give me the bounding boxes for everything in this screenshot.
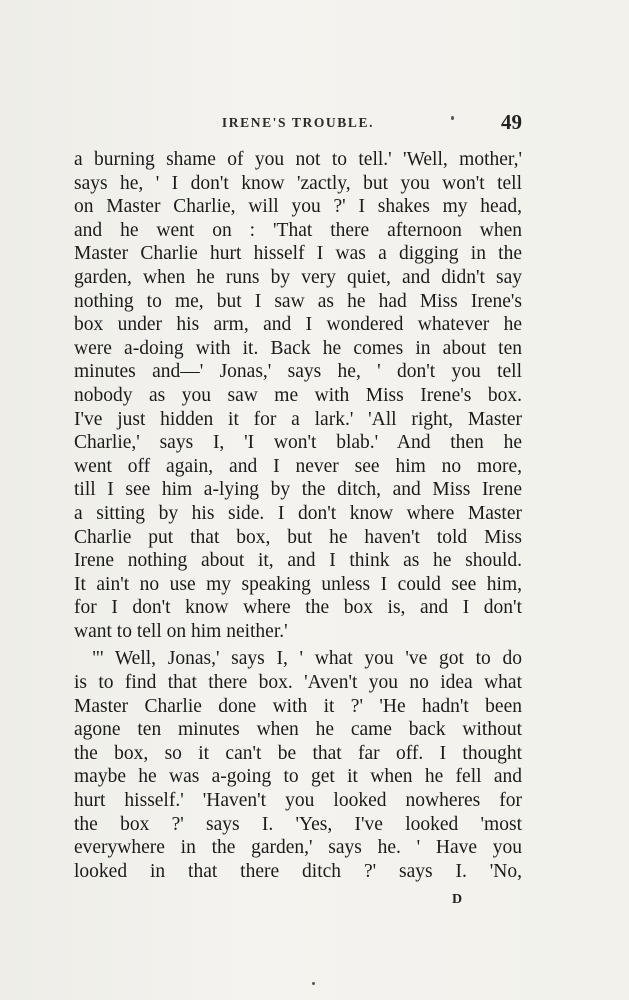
text-line: garden, when he runs by very quiet, and didn't say (74, 266, 522, 288)
text-line: the box ?' says I. 'Yes, I've looked 'most (74, 813, 522, 835)
text-line: Master Charlie done with it ?' 'He hadn't been (74, 695, 522, 717)
text-line: on Master Charlie, will you ?' I shakes my head, (74, 196, 522, 218)
text-line: want to tell on him neither.' (74, 620, 288, 642)
text-line: till I see him a-lying by the ditch, and Miss Irene (74, 479, 522, 501)
text-line: maybe he was a-going to get it when he fell and (74, 766, 522, 788)
body-text (74, 148, 522, 883)
text-line: agone ten minutes when he came back without (74, 719, 522, 741)
text-line: Irene nothing about it, and I think as he should. (74, 550, 522, 572)
text-line: nothing to me, but I saw as he had Miss Irene's (74, 290, 522, 312)
text-line: Master Charlie hurt hisself I was a digging in the (74, 243, 522, 265)
paragraph-2 (74, 647, 522, 883)
paper-speck (451, 116, 454, 120)
text-line: I've just hidden it for a lark.' 'All right, Master (74, 408, 522, 430)
text-line: and he went on : 'That there afternoon when (74, 219, 522, 241)
text-line: Charlie,' says I, 'I won't blab.' And then he (74, 432, 522, 454)
text-line: a burning shame of you not to tell.' 'Well, mother,' (74, 149, 522, 170)
text-line: went off again, and I never see him no more, (74, 455, 522, 477)
text-line: nobody as you saw me with Miss Irene's box. (74, 384, 522, 406)
page-number: 49 (501, 110, 522, 134)
signature-mark: D (452, 892, 463, 907)
text-line: everywhere in the garden,' says he. ' Have you (74, 837, 522, 859)
text-line: is to find that there box. 'Aven't you no idea what (74, 672, 522, 694)
text-line: "' Well, Jonas,' says I, ' what you 've got to do (92, 648, 522, 670)
text-line: were a-doing with it. Back he comes in about ten (74, 337, 522, 359)
text-line: hurt hisself.' 'Haven't you looked nowheres for (74, 790, 522, 812)
text-line: looked in that there ditch ?' says I. 'No, (74, 860, 522, 882)
running-head: IRENE'S TROUBLE. (221, 115, 375, 130)
text-line: minutes and—' Jonas,' says he, ' don't you tell (74, 361, 522, 383)
paragraph-1 (74, 148, 522, 643)
text-line: for I don't know where the box is, and I don't (74, 597, 522, 619)
text-line: says he, ' I don't know 'zactly, but you won't tell (74, 172, 522, 194)
text-line: It ain't no use my speaking unless I could see him, (74, 573, 522, 595)
text-line: Charlie put that box, but he haven't told Miss (74, 526, 522, 548)
text-line: a sitting by his side. I don't know where Master (74, 502, 522, 524)
page-header (74, 110, 522, 139)
paper-speck (312, 982, 315, 985)
text-line: the box, so it can't be that far off. I thought (74, 742, 522, 764)
text-line: box under his arm, and I wondered whatever he (74, 314, 522, 336)
